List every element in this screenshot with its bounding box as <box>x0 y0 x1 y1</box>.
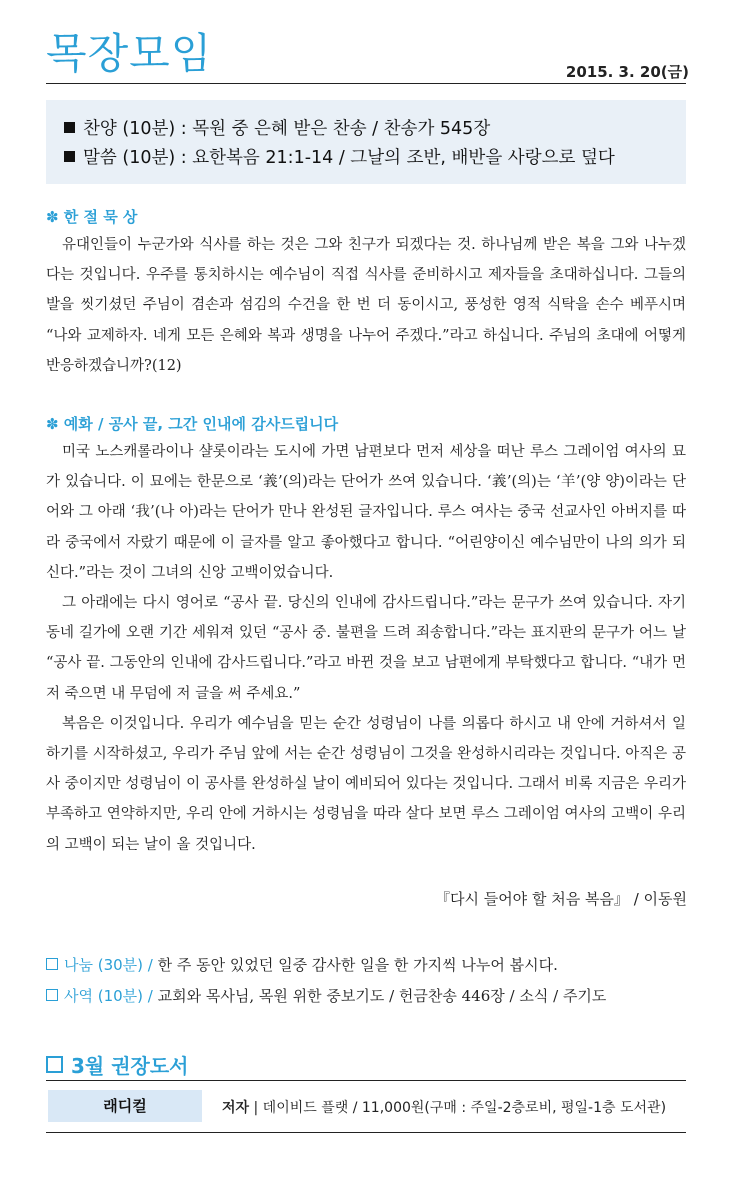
title-divider <box>46 83 686 84</box>
praise-line: 찬양 (10분) : 목원 중 은혜 받은 찬송 / 찬송가 545장 <box>64 118 490 140</box>
order-box <box>46 100 686 184</box>
books-top-rule <box>46 1080 686 1081</box>
word-line: 말씀 (10분) : 요한복음 21:1-14 / 그날의 조반, 배반을 사랑으로 덮다 <box>64 147 615 169</box>
books-bottom-rule <box>46 1132 686 1133</box>
ministry-line: 사역 (10분) / 교회와 목사님, 목원 위한 중보기도 / 헌금찬송 446장 / 소식 / 주기도 <box>46 985 606 1007</box>
book-details: 저자 | 데이비드 플랫 / 11,000원(구매 : 주일-2층로비, 평일-1층 도서관) <box>222 1100 667 1116</box>
story-paragraph-3: 복음은 이것입니다. 우리가 예수님을 믿는 순간 성령님이 나를 의롭다 하시고 내 안에 거하셔서 일하기를 시작하셨고, 우리가 주님 앞에 서는 순간 성령님이 그것을 완성하시리라는 것입니다. 아직은 공사 중이지만 성령님이 이 공사를 완성하실 날이 예비되어 있다는 것입니다. 그래서 비록 지금은 우리가 부족하고 연약하지만, 우리 안에 거하시는 성령님을 따라 살다 보면 루스 그레이엄 여사의 고백이 우리의 고백이 되는 날이 올 것입니다. <box>46 715 686 853</box>
story-heading: ✽ 예화 / 공사 끝, 그간 인내에 감사드립니다 <box>46 415 339 433</box>
story-paragraph-2: 그 아래에는 다시 영어로 “공사 끝. 당신의 인내에 감사드립니다.”라는 문구가 쓰여 있습니다. 자기 동네 길가에 오랜 기간 세워져 있던 “공사 중. 불편을 드려 죄송합니다.”라는 표지판의 문구가 어느 날 “공사 끝. 그동안의 인내에 감사드립니다.”라고 바뀐 것을 보고 남편에게 부탁했다고 합니다. “내가 먼저 죽으면 내 무덤에 저 글을 써 주세요.” <box>46 595 686 702</box>
story-paragraph-1: 미국 노스캐롤라이나 샬롯이라는 도시에 가면 남편보다 먼저 세상을 떠난 루스 그레이엄 여사의 묘가 있습니다. 이 묘에는 한문으로 ‘義’(의)라는 단어가 쓰여 있습니다. ‘義’(의)는 ‘羊’(양 양)이라는 단어와 그 아래 ‘我’(나 아)라는 단어가 만나 완성된 글자입니다. 루스 여사는 중국 선교사인 아버지를 따라 중국에서 자랐기 때문에 이 글자를 알고 좋아했다고 합니다. “어린양이신 예수님만이 나의 의가 되신다.”라는 것이 그녀의 신앙 고백이었습니다. <box>46 444 686 581</box>
book-title: 래디컬 <box>48 1090 202 1122</box>
checkbox-icon <box>46 958 58 970</box>
checkbox-icon <box>46 1056 63 1073</box>
source-citation: 『다시 들어야 할 처음 복음』 / 이동원 <box>434 890 687 908</box>
meditation-text: 유대인들이 누군가와 식사를 하는 것은 그와 친구가 되겠다는 것. 하나님께 받은 복을 그와 나누겠다는 것입니다. 우주를 통치하시는 예수님이 직접 식사를 준비하시고 제자들을 초대하십니다. 그들의 발을 씻기셨던 주님이 겸손과 섬김의 수건을 한 번 더 동이시고, 풍성한 영적 식탁을 손수 베푸시며 “나와 교제하자. 네게 모든 은혜와 복과 생명을 나누어 주겠다.”라고 하십니다. 주님의 초대에 어떻게 반응하겠습니까?(12) <box>46 237 686 374</box>
books-heading: 3월 권장도서 <box>46 1050 188 1079</box>
story-text <box>46 437 686 860</box>
meditation-heading: ✽ 한 절 묵 상 <box>46 208 138 226</box>
page-title: 목장모임 <box>46 29 213 78</box>
date-label: 2015. 3. 20(금) <box>565 63 689 81</box>
sharing-line: 나눔 (30분) / 한 주 동안 있었던 일중 감사한 일을 한 가지씩 나누어 봅시다. <box>46 954 558 976</box>
square-bullet-icon <box>64 122 75 133</box>
checkbox-icon <box>46 989 58 1001</box>
square-bullet-icon <box>64 151 75 162</box>
